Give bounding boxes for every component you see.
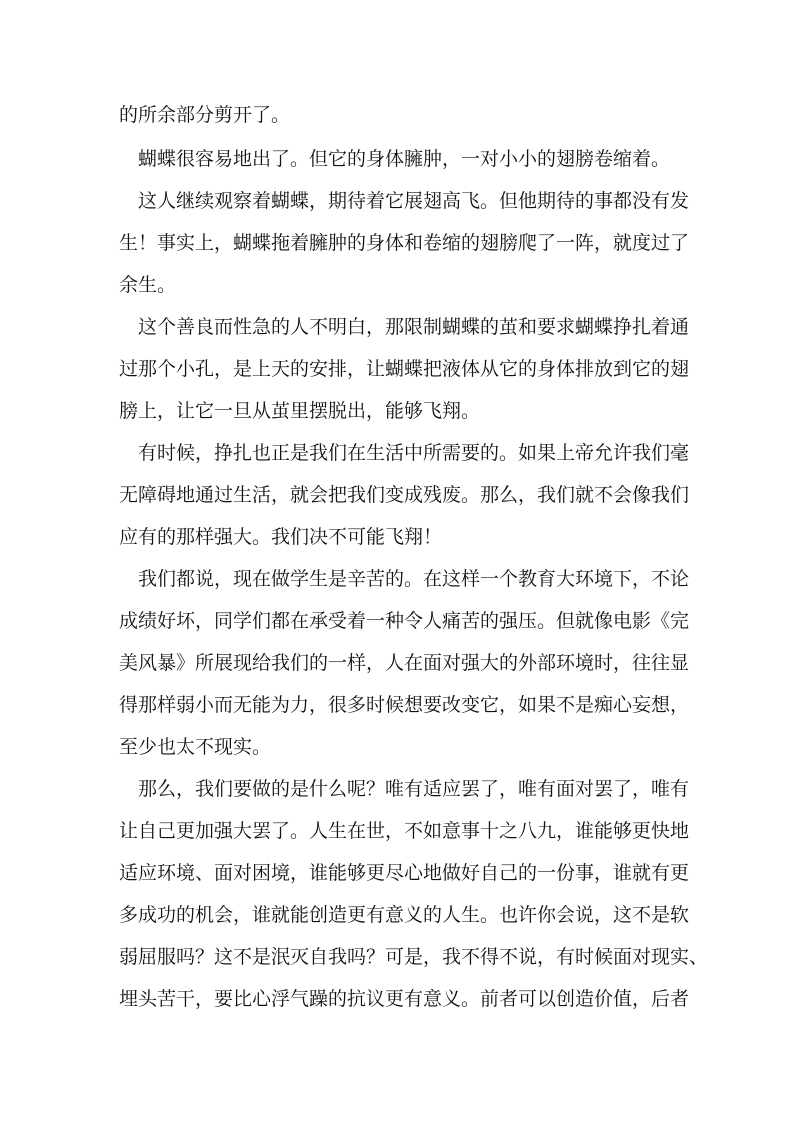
text-line: 成绩好坏，同学们都在承受着一种令人痛苦的强压。但就像电影《完 [119, 610, 690, 632]
text-line: 余生。 [119, 274, 177, 296]
text-line: 多成功的机会，谁就能创造更有意义的人生。也许你会说，这不是软 [119, 904, 690, 926]
paragraph-start: 蝴蝶很容易地出了。但它的身体臃肿，一对小小的翅膀卷缩着。 [138, 148, 671, 170]
paragraph-start: 我们都说，现在做学生是辛苦的。在这样一个教育大环境下，不论 [138, 568, 690, 590]
text-line: 美风暴》所展现给我们的一样，人在面对强大的外部环境时，往往显 [119, 652, 690, 674]
text-line: 至少也太不现实。 [119, 736, 272, 758]
paragraph-start: 那么，我们要做的是什么呢？唯有适应罢了，唯有面对罢了，唯有 [138, 778, 690, 800]
text-line: 适应环境、面对困境，谁能够更尽心地做好自己的一份事，谁就有更 [119, 862, 690, 884]
text-line: 应有的那样强大。我们决不可能飞翔！ [119, 526, 443, 548]
text-line: 生！事实上，蝴蝶拖着臃肿的身体和卷缩的翅膀爬了一阵，就度过了 [119, 232, 690, 254]
text-line: 的所余部分剪开了。 [119, 104, 291, 126]
paragraph-start: 这个善良而性急的人不明白，那限制蝴蝶的茧和要求蝴蝶挣扎着通 [138, 316, 690, 338]
paragraph-start: 这人继续观察着蝴蝶，期待着它展翅高飞。但他期待的事都没有发 [138, 190, 690, 212]
text-line: 过那个小孔，是上天的安排，让蝴蝶把液体从它的身体排放到它的翅 [119, 358, 690, 380]
text-line: 埋头苦干，要比心浮气躁的抗议更有意义。前者可以创造价值，后者 [119, 988, 690, 1010]
text-line: 得那样弱小而无能为力，很多时候想要改变它，如果不是痴心妄想， [119, 694, 690, 716]
text-line: 膀上，让它一旦从茧里摆脱出，能够飞翔。 [119, 400, 481, 422]
text-line: 让自己更加强大罢了。人生在世，不如意事十之八九，谁能够更快地 [119, 820, 690, 842]
text-line: 弱屈服吗？这不是泯灭自我吗？可是，我不得不说，有时候面对现实、 [119, 946, 709, 968]
text-line: 无障碍地通过生活，就会把我们变成残废。那么，我们就不会像我们 [119, 484, 690, 506]
paragraph-start: 有时候，挣扎也正是我们在生活中所需要的。如果上帝允许我们毫 [138, 442, 690, 464]
